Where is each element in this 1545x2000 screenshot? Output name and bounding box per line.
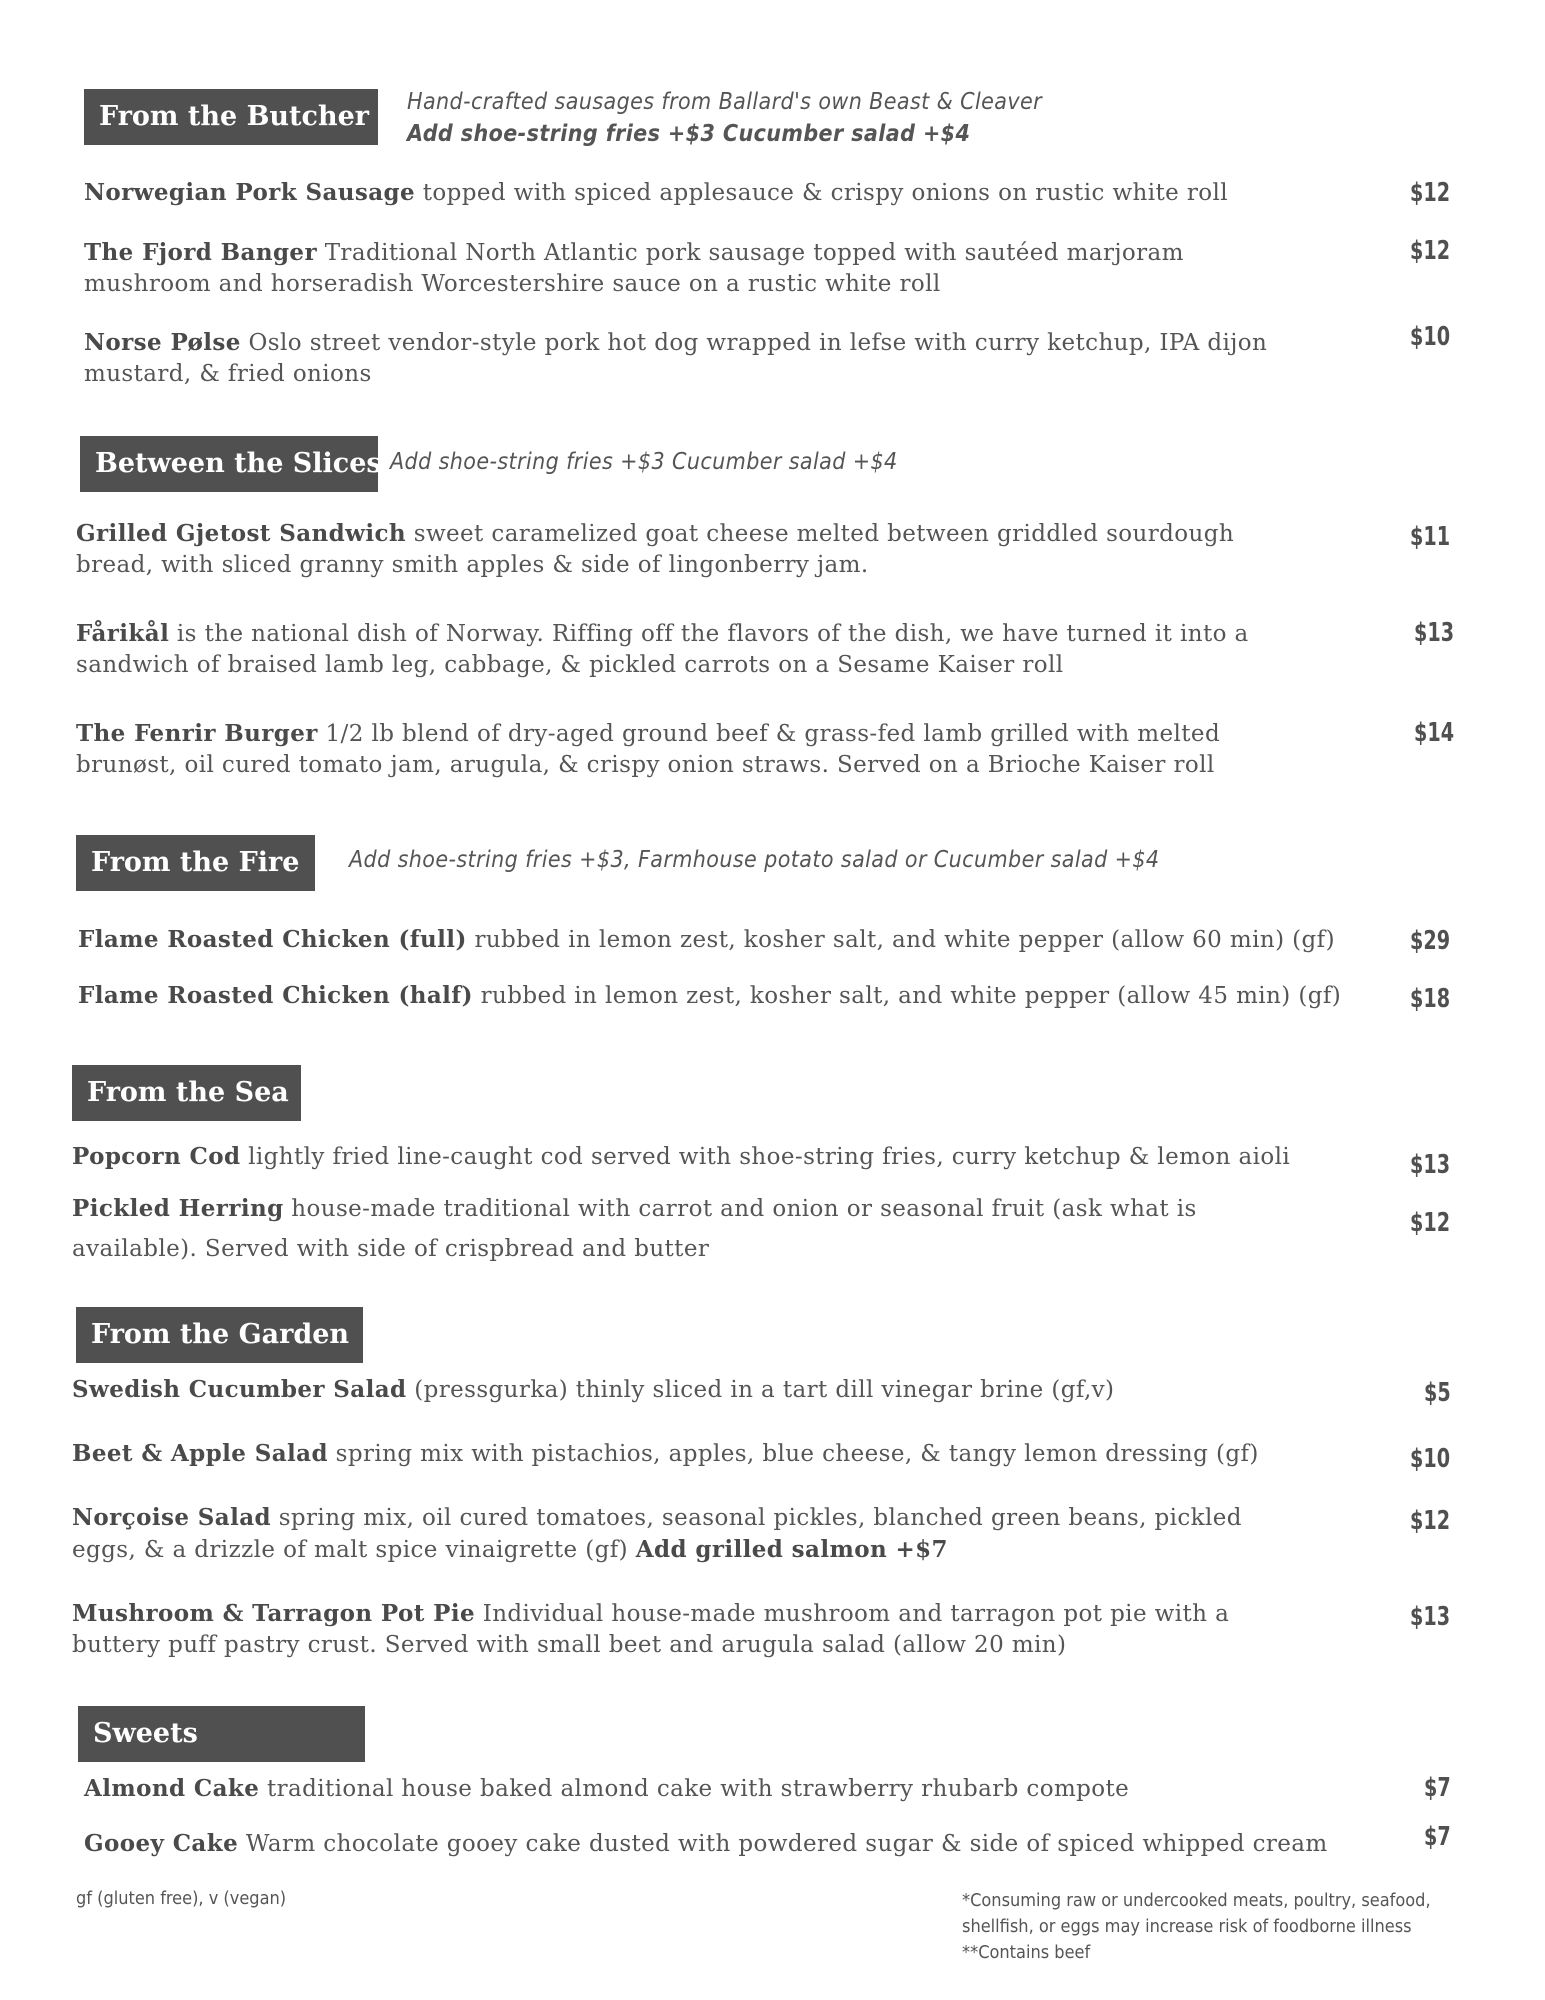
item-price: $12 bbox=[1410, 1208, 1451, 1238]
menu-item-norwegian-pork-sausage bbox=[84, 177, 1384, 209]
item-name: Norse Pølse bbox=[84, 329, 241, 356]
menu-item-fjord-banger bbox=[84, 237, 1254, 300]
item-name: Popcorn Cod bbox=[72, 1143, 241, 1170]
item-name: Gooey Cake bbox=[84, 1830, 239, 1857]
item-name: The Fjord Banger bbox=[84, 239, 317, 266]
item-price: $29 bbox=[1410, 926, 1451, 956]
item-price: $5 bbox=[1424, 1378, 1451, 1408]
item-price: $18 bbox=[1410, 984, 1451, 1014]
item-price: $10 bbox=[1410, 322, 1451, 352]
menu-item-pickled-herring bbox=[72, 1189, 1252, 1269]
item-desc: spring mix, oil cured tomatoes, seasonal pickles, blanched green beans, pickled eggs, & a drizzle of malt spice vinaigrette (gf) bbox=[72, 1505, 1242, 1563]
item-desc: traditional house baked almond cake with strawberry rhubarb compote bbox=[259, 1776, 1130, 1802]
item-name: Norçoise Salad bbox=[72, 1504, 271, 1531]
item-desc: rubbed in lemon zest, kosher salt, and white pepper (allow 60 min) (gf) bbox=[466, 927, 1335, 953]
menu-item-farikal bbox=[76, 618, 1306, 681]
item-name: Mushroom & Tarragon Pot Pie bbox=[72, 1600, 475, 1627]
item-desc: lightly fried line-caught cod served with shoe-string fries, curry ketchup & lemon aioli bbox=[240, 1144, 1291, 1170]
section-header-garden: From the Garden bbox=[76, 1307, 363, 1363]
menu-item-fenrir-burger bbox=[76, 718, 1296, 781]
item-price: $12 bbox=[1410, 236, 1451, 266]
slices-note: Add shoe-string fries +$3 Cucumber salad +$4 bbox=[390, 449, 898, 475]
item-price: $7 bbox=[1424, 1773, 1451, 1803]
menu-item-pot-pie bbox=[72, 1598, 1292, 1661]
item-desc: spring mix with pistachios, apples, blue cheese, & tangy lemon dressing (gf) bbox=[327, 1441, 1259, 1467]
item-desc: Individual house-made mushroom and tarragon pot pie with a buttery puff pastry crust. Served with small beet and arugula salad (allow 20 min) bbox=[72, 1601, 1230, 1658]
item-desc: 1/2 lb blend of dry-aged ground beef & grass-fed lamb grilled with melted brunøst, oil cured tomato jam, arugula, & crispy onion straws. Served on a Brioche Kaiser roll bbox=[76, 721, 1221, 778]
menu-item-grilled-gjetost bbox=[76, 518, 1256, 581]
section-header-sea: From the Sea bbox=[72, 1065, 301, 1121]
menu-item-chicken-full bbox=[78, 924, 1408, 956]
consumption-warning-line1: *Consuming raw or undercooked meats, poultry, seafood, bbox=[962, 1890, 1431, 1911]
menu-item-popcorn-cod bbox=[72, 1141, 1402, 1173]
fire-note: Add shoe-string fries +$3, Farmhouse potato salad or Cucumber salad +$4 bbox=[349, 847, 1160, 873]
item-name: Swedish Cucumber Salad bbox=[72, 1376, 407, 1403]
item-desc: is the national dish of Norway. Riffing off the flavors of the dish, we have turned it into a sandwich of braised lamb leg, cabbage, & pickled carrots on a Sesame Kaiser roll bbox=[76, 621, 1249, 678]
section-header-fire: From the Fire bbox=[76, 835, 315, 891]
section-header-sweets: Sweets bbox=[78, 1706, 365, 1762]
item-name: Pickled Herring bbox=[72, 1195, 284, 1222]
item-desc: rubbed in lemon zest, kosher salt, and white pepper (allow 45 min) (gf) bbox=[472, 983, 1342, 1009]
item-name: Grilled Gjetost Sandwich bbox=[76, 520, 407, 547]
menu-item-norse-polse bbox=[84, 327, 1324, 390]
menu-item-beet-apple-salad bbox=[72, 1438, 1372, 1470]
item-desc: house-made traditional with carrot and onion or seasonal fruit (ask what is available). Served with side of crispbread and butter bbox=[72, 1196, 1197, 1262]
item-desc: topped with spiced applesauce & crispy onions on rustic white roll bbox=[415, 180, 1229, 206]
contains-beef-note: **Contains beef bbox=[962, 1942, 1091, 1963]
section-header-butcher: From the Butcher bbox=[84, 89, 378, 145]
item-name: Almond Cake bbox=[84, 1775, 260, 1802]
item-desc: sweet caramelized goat cheese melted between griddled sourdough bread, with sliced granny smith apples & side of lingonberry jam. bbox=[76, 521, 1235, 578]
item-desc: Oslo street vendor-style pork hot dog wrapped in lefse with curry ketchup, IPA dijon mustard, & fried onions bbox=[84, 330, 1268, 387]
item-desc: (pressgurka) thinly sliced in a tart dill vinegar brine (gf,v) bbox=[406, 1377, 1115, 1403]
item-name: Beet & Apple Salad bbox=[72, 1440, 328, 1467]
item-price: $11 bbox=[1410, 522, 1451, 552]
item-name: Flame Roasted Chicken (half) bbox=[78, 982, 473, 1009]
item-price: $13 bbox=[1414, 618, 1455, 648]
item-price: $13 bbox=[1410, 1150, 1451, 1180]
item-price: $10 bbox=[1410, 1444, 1451, 1474]
menu-item-norcoise-salad bbox=[72, 1502, 1282, 1566]
menu-item-cucumber-salad bbox=[72, 1374, 1372, 1406]
item-price: $14 bbox=[1414, 718, 1455, 748]
item-price: $7 bbox=[1424, 1822, 1451, 1852]
item-price: $13 bbox=[1410, 1602, 1451, 1632]
item-desc: Warm chocolate gooey cake dusted with powdered sugar & side of spiced whipped cream bbox=[238, 1831, 1328, 1857]
dietary-legend: gf (gluten free), v (vegan) bbox=[76, 1888, 287, 1909]
item-extra: Add grilled salmon +$7 bbox=[635, 1536, 948, 1563]
consumption-warning-line2: shellfish, or eggs may increase risk of foodborne illness bbox=[962, 1916, 1412, 1937]
section-header-slices: Between the Slices bbox=[80, 436, 378, 492]
item-price: $12 bbox=[1410, 178, 1451, 208]
item-name: Norwegian Pork Sausage bbox=[84, 179, 416, 206]
butcher-note-line1: Hand-crafted sausages from Ballard's own Beast & Cleaver bbox=[407, 89, 1043, 115]
menu-item-gooey-cake bbox=[84, 1828, 1414, 1860]
item-price: $12 bbox=[1410, 1506, 1451, 1536]
butcher-note-line2: Add shoe-string fries +$3 Cucumber salad +$4 bbox=[407, 121, 971, 147]
item-name: Fårikål bbox=[76, 620, 170, 647]
item-name: The Fenrir Burger bbox=[76, 720, 318, 747]
item-desc: Traditional North Atlantic pork sausage topped with sautéed marjoram mushroom and horseradish Worcestershire sauce on a rustic white roll bbox=[84, 240, 1184, 297]
item-name: Flame Roasted Chicken (full) bbox=[78, 926, 467, 953]
menu-item-almond-cake bbox=[84, 1773, 1384, 1805]
menu-item-chicken-half bbox=[78, 980, 1408, 1012]
